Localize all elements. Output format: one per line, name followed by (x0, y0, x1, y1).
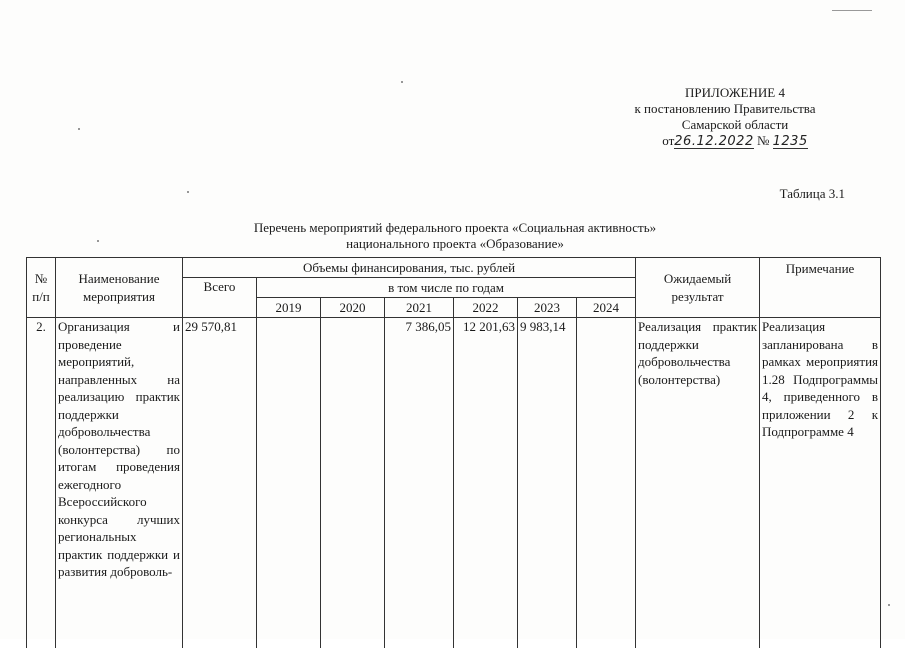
scan-speck (888, 604, 890, 606)
scan-speck (187, 191, 189, 193)
row-2020 (321, 318, 385, 648)
document-title (0, 220, 905, 252)
header-result: Ожидаемый результат (636, 258, 760, 318)
title-line-1: Перечень мероприятий федерального проекта «Социальная активность» (0, 220, 905, 236)
from-label: от (662, 133, 674, 148)
table-row (27, 318, 881, 648)
header-name: Наименование мероприятия (56, 258, 183, 318)
row-note: Реализация запланирована в рамках мероприятия 1.28 Подпрограммы 4, приведенного в приложении 2 к Подпрограмме 4 (760, 318, 881, 648)
header-funding: Объемы финансирования, тыс. рублей (183, 258, 636, 278)
header-year-2021: 2021 (385, 298, 454, 318)
row-2023: 9 983,14 (518, 318, 577, 648)
appendix-line-2: Самарской области (575, 117, 835, 133)
scan-speck (97, 240, 99, 242)
appendix-header (575, 85, 835, 149)
measures-table (26, 257, 881, 648)
header-note: Примечание (760, 258, 881, 318)
row-2021: 7 386,05 (385, 318, 454, 648)
header-num: № п/п (27, 258, 56, 318)
header-year-2024: 2024 (577, 298, 636, 318)
row-result: Реализация практик поддержки добровольчества (волонтерства) (636, 318, 760, 648)
row-name: Организация и проведение мероприятий, направленных на реализацию практик поддержки добровольчества (волонтерства) по итогам проведения ежегодного Всероссийского конкурса лучших региональных практик поддержки и развития доброволь- (56, 318, 183, 648)
row-num: 2. (27, 318, 56, 648)
header-year-2023: 2023 (518, 298, 577, 318)
scan-speck (401, 81, 403, 83)
title-line-2: национального проекта «Образование» (0, 236, 905, 252)
row-total: 29 570,81 (183, 318, 257, 648)
header-by-years: в том числе по годам (257, 278, 636, 298)
header-total: Всего (183, 278, 257, 318)
appendix-line-1: к постановлению Правительства (575, 101, 835, 117)
scan-speck (78, 128, 80, 130)
row-2019 (257, 318, 321, 648)
appendix-date-line (575, 133, 835, 149)
header-year-2022: 2022 (454, 298, 518, 318)
row-2024 (577, 318, 636, 648)
scan-speck (832, 10, 872, 11)
row-2022: 12 201,63 (454, 318, 518, 648)
handwritten-number: 1235 (773, 135, 808, 149)
handwritten-date: 26.12.2022 (674, 135, 753, 149)
header-year-2019: 2019 (257, 298, 321, 318)
appendix-title: ПРИЛОЖЕНИЕ 4 (575, 85, 835, 101)
header-year-2020: 2020 (321, 298, 385, 318)
table-label: Таблица 3.1 (780, 186, 845, 202)
number-label: № (757, 133, 769, 148)
